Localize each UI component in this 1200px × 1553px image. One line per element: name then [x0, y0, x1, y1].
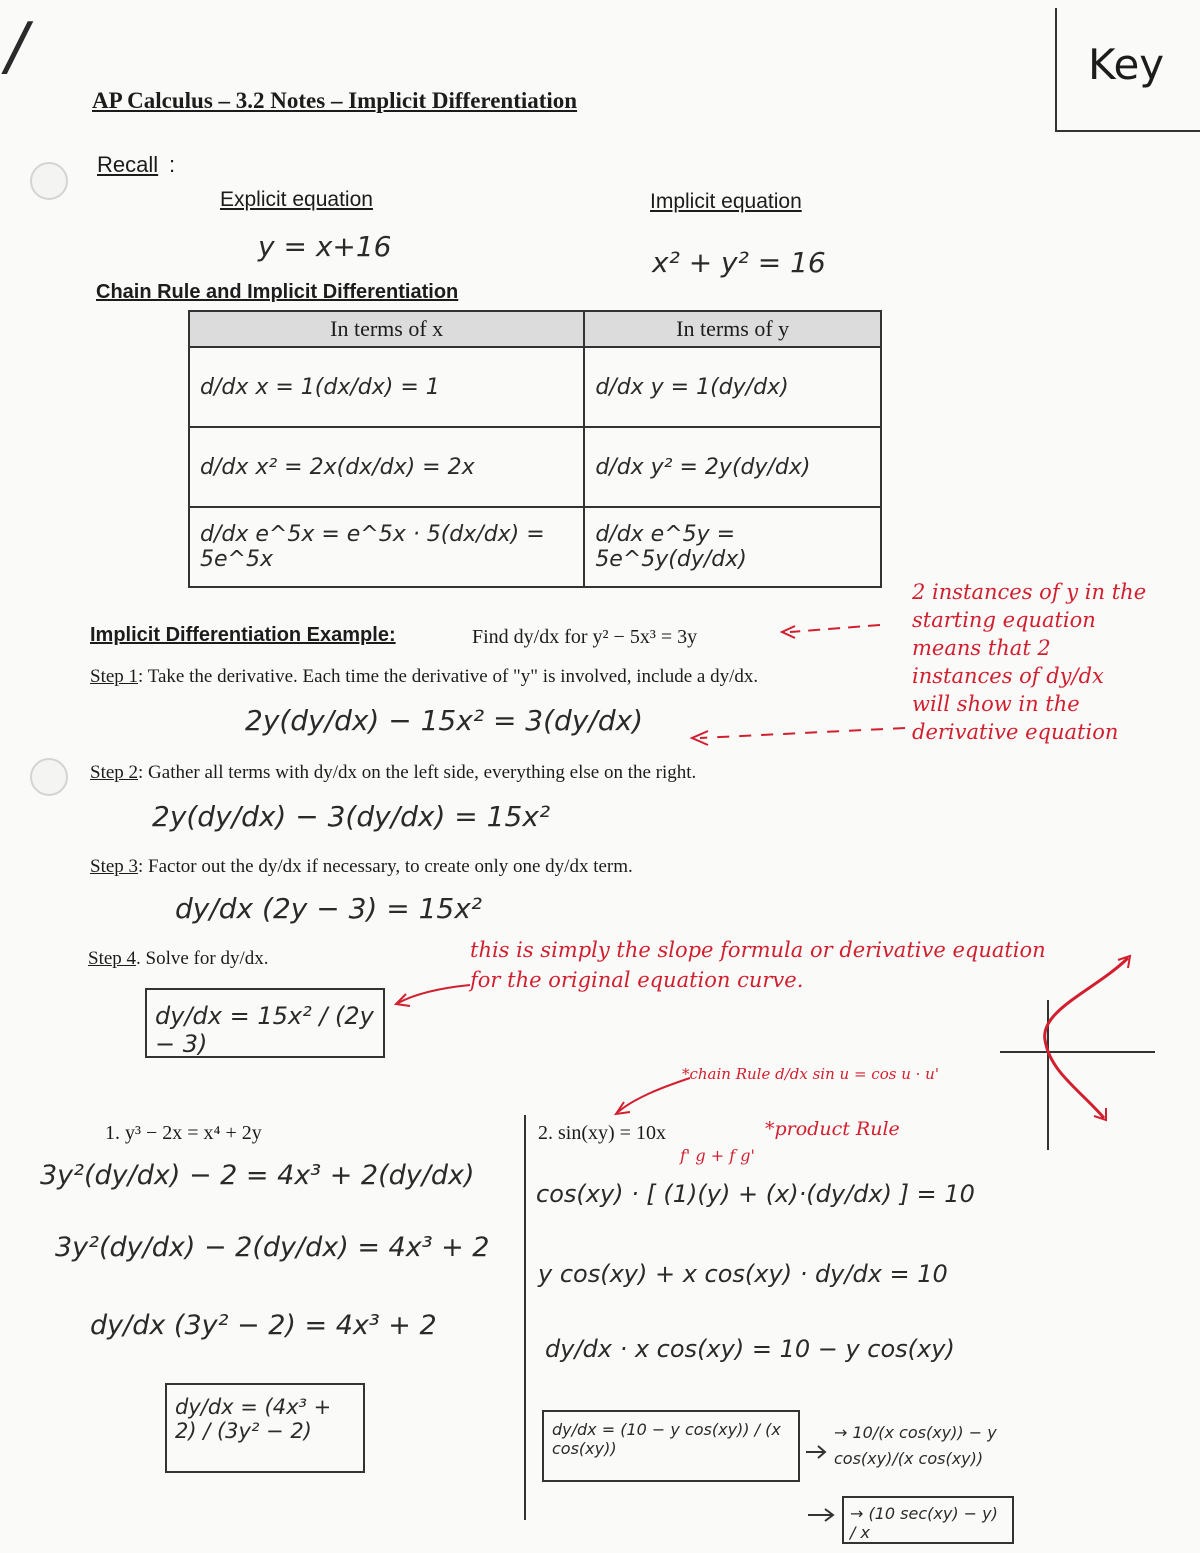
problem1-answer-box: dy/dx = (4x³ + 2) / (3y² − 2): [165, 1383, 365, 1473]
step1-label: Step 1: [90, 666, 139, 687]
problem2-answer-box: dy/dx = (10 − y cos(xy)) / (x cos(xy)): [542, 1410, 800, 1482]
problem2-simplified-box: → (10 sec(xy) − y) / x: [842, 1496, 1014, 1544]
step3-work: dy/dx (2y − 3) = 15x²: [175, 892, 483, 925]
problem2-line: y cos(xy) + x cos(xy) · dy/dx = 10: [538, 1260, 948, 1288]
problem1-line: 3y²(dy/dx) − 2 = 4x³ + 2(dy/dx): [40, 1160, 475, 1191]
step2-text: : Gather all terms with dy/dx on the left side, everything else on the right.: [138, 762, 697, 783]
problem1-statement: 1. y³ − 2x = x⁴ + 2y: [105, 1122, 262, 1144]
slope-note: this is simply the slope formula or derivative equation for the original equation curve.: [470, 938, 1046, 992]
problem2-line: dy/dx · x cos(xy) = 10 − y cos(xy): [545, 1335, 955, 1363]
product-rule-labels: f' g + f g': [680, 1146, 755, 1165]
step2-label: Step 2: [90, 762, 139, 783]
arrow-to-step1: [700, 728, 905, 738]
explicit-heading: Explicit equation: [220, 188, 373, 211]
key-label: Key: [1088, 40, 1165, 89]
table-header: In terms of y: [584, 311, 881, 347]
step2-work: 2y(dy/dx) − 3(dy/dx) = 15x²: [152, 800, 551, 833]
problem2-split: → 10/(x cos(xy)) − y cos(xy)/(x cos(xy)): [834, 1423, 997, 1468]
table-cell: d/dx e^5y = 5e^5y(dy/dx): [584, 507, 881, 587]
step3-label: Step 3: [90, 856, 139, 877]
recall-label: Recall: [97, 152, 159, 177]
problem1-line: 3y²(dy/dx) − 2(dy/dx) = 4x³ + 2: [55, 1232, 490, 1263]
sketch-graph: [1000, 956, 1155, 1150]
instances-note: 2 instances of y in the starting equation means that 2 instances of dy/dx will show in the derivative equation: [912, 580, 1147, 744]
arrow-to-problem2: [618, 1078, 690, 1112]
table-header: In terms of x: [189, 311, 584, 347]
problem-divider: [524, 1115, 526, 1520]
chain-rule-note: *chain Rule d/dx sin u = cos u · u': [682, 1065, 939, 1083]
implicit-equation: x² + y² = 16: [652, 246, 826, 279]
problem2-statement: 2. sin(xy) = 10x: [538, 1122, 666, 1144]
chain-rule-heading: Chain Rule and Implicit Differentiation: [96, 281, 459, 303]
step4-label: Step 4: [88, 948, 137, 969]
example-heading: Implicit Differentiation Example:: [90, 624, 396, 646]
step4-text: . Solve for dy/dx.: [136, 948, 269, 969]
graph-curve: [1045, 958, 1128, 1118]
problem1-line: dy/dx (3y² − 2) = 4x³ + 2: [90, 1310, 437, 1341]
step4-answer-box: dy/dx = 15x² / (2y − 3): [145, 988, 385, 1058]
step3-text: : Factor out the dy/dx if necessary, to create only one dy/dx term.: [138, 856, 633, 877]
problem2-line: cos(xy) · [ (1)(y) + (x)·(dy/dx) ] = 10: [536, 1180, 975, 1208]
page-title: AP Calculus – 3.2 Notes – Implicit Differentiation: [92, 88, 578, 113]
corner-mark: /: [6, 10, 28, 84]
product-rule-note: *product Rule: [765, 1118, 900, 1140]
table-cell: d/dx x² = 2x(dx/dx) = 2x: [189, 427, 584, 507]
table-cell: d/dx e^5x = e^5x · 5(dx/dx) = 5e^5x: [189, 507, 584, 587]
step1-text: : Take the derivative. Each time the derivative of "y" is involved, include a dy/dx.: [138, 666, 759, 687]
arrow-to-answer: [398, 985, 470, 1003]
arrow-to-prompt: [790, 625, 880, 632]
recall-colon: :: [169, 152, 176, 177]
table-cell: d/dx y = 1(dy/dx): [584, 347, 881, 427]
table-cell: d/dx x = 1(dx/dx) = 1: [189, 347, 584, 427]
explicit-equation: y = x+16: [258, 230, 392, 263]
problem2-arrows: [806, 1446, 833, 1521]
example-prompt: Find dy/dx for y² − 5x³ = 3y: [472, 626, 698, 648]
table-cell: d/dx y² = 2y(dy/dx): [584, 427, 881, 507]
step1-work: 2y(dy/dx) − 15x² = 3(dy/dx): [245, 704, 644, 737]
implicit-heading: Implicit equation: [650, 190, 802, 213]
